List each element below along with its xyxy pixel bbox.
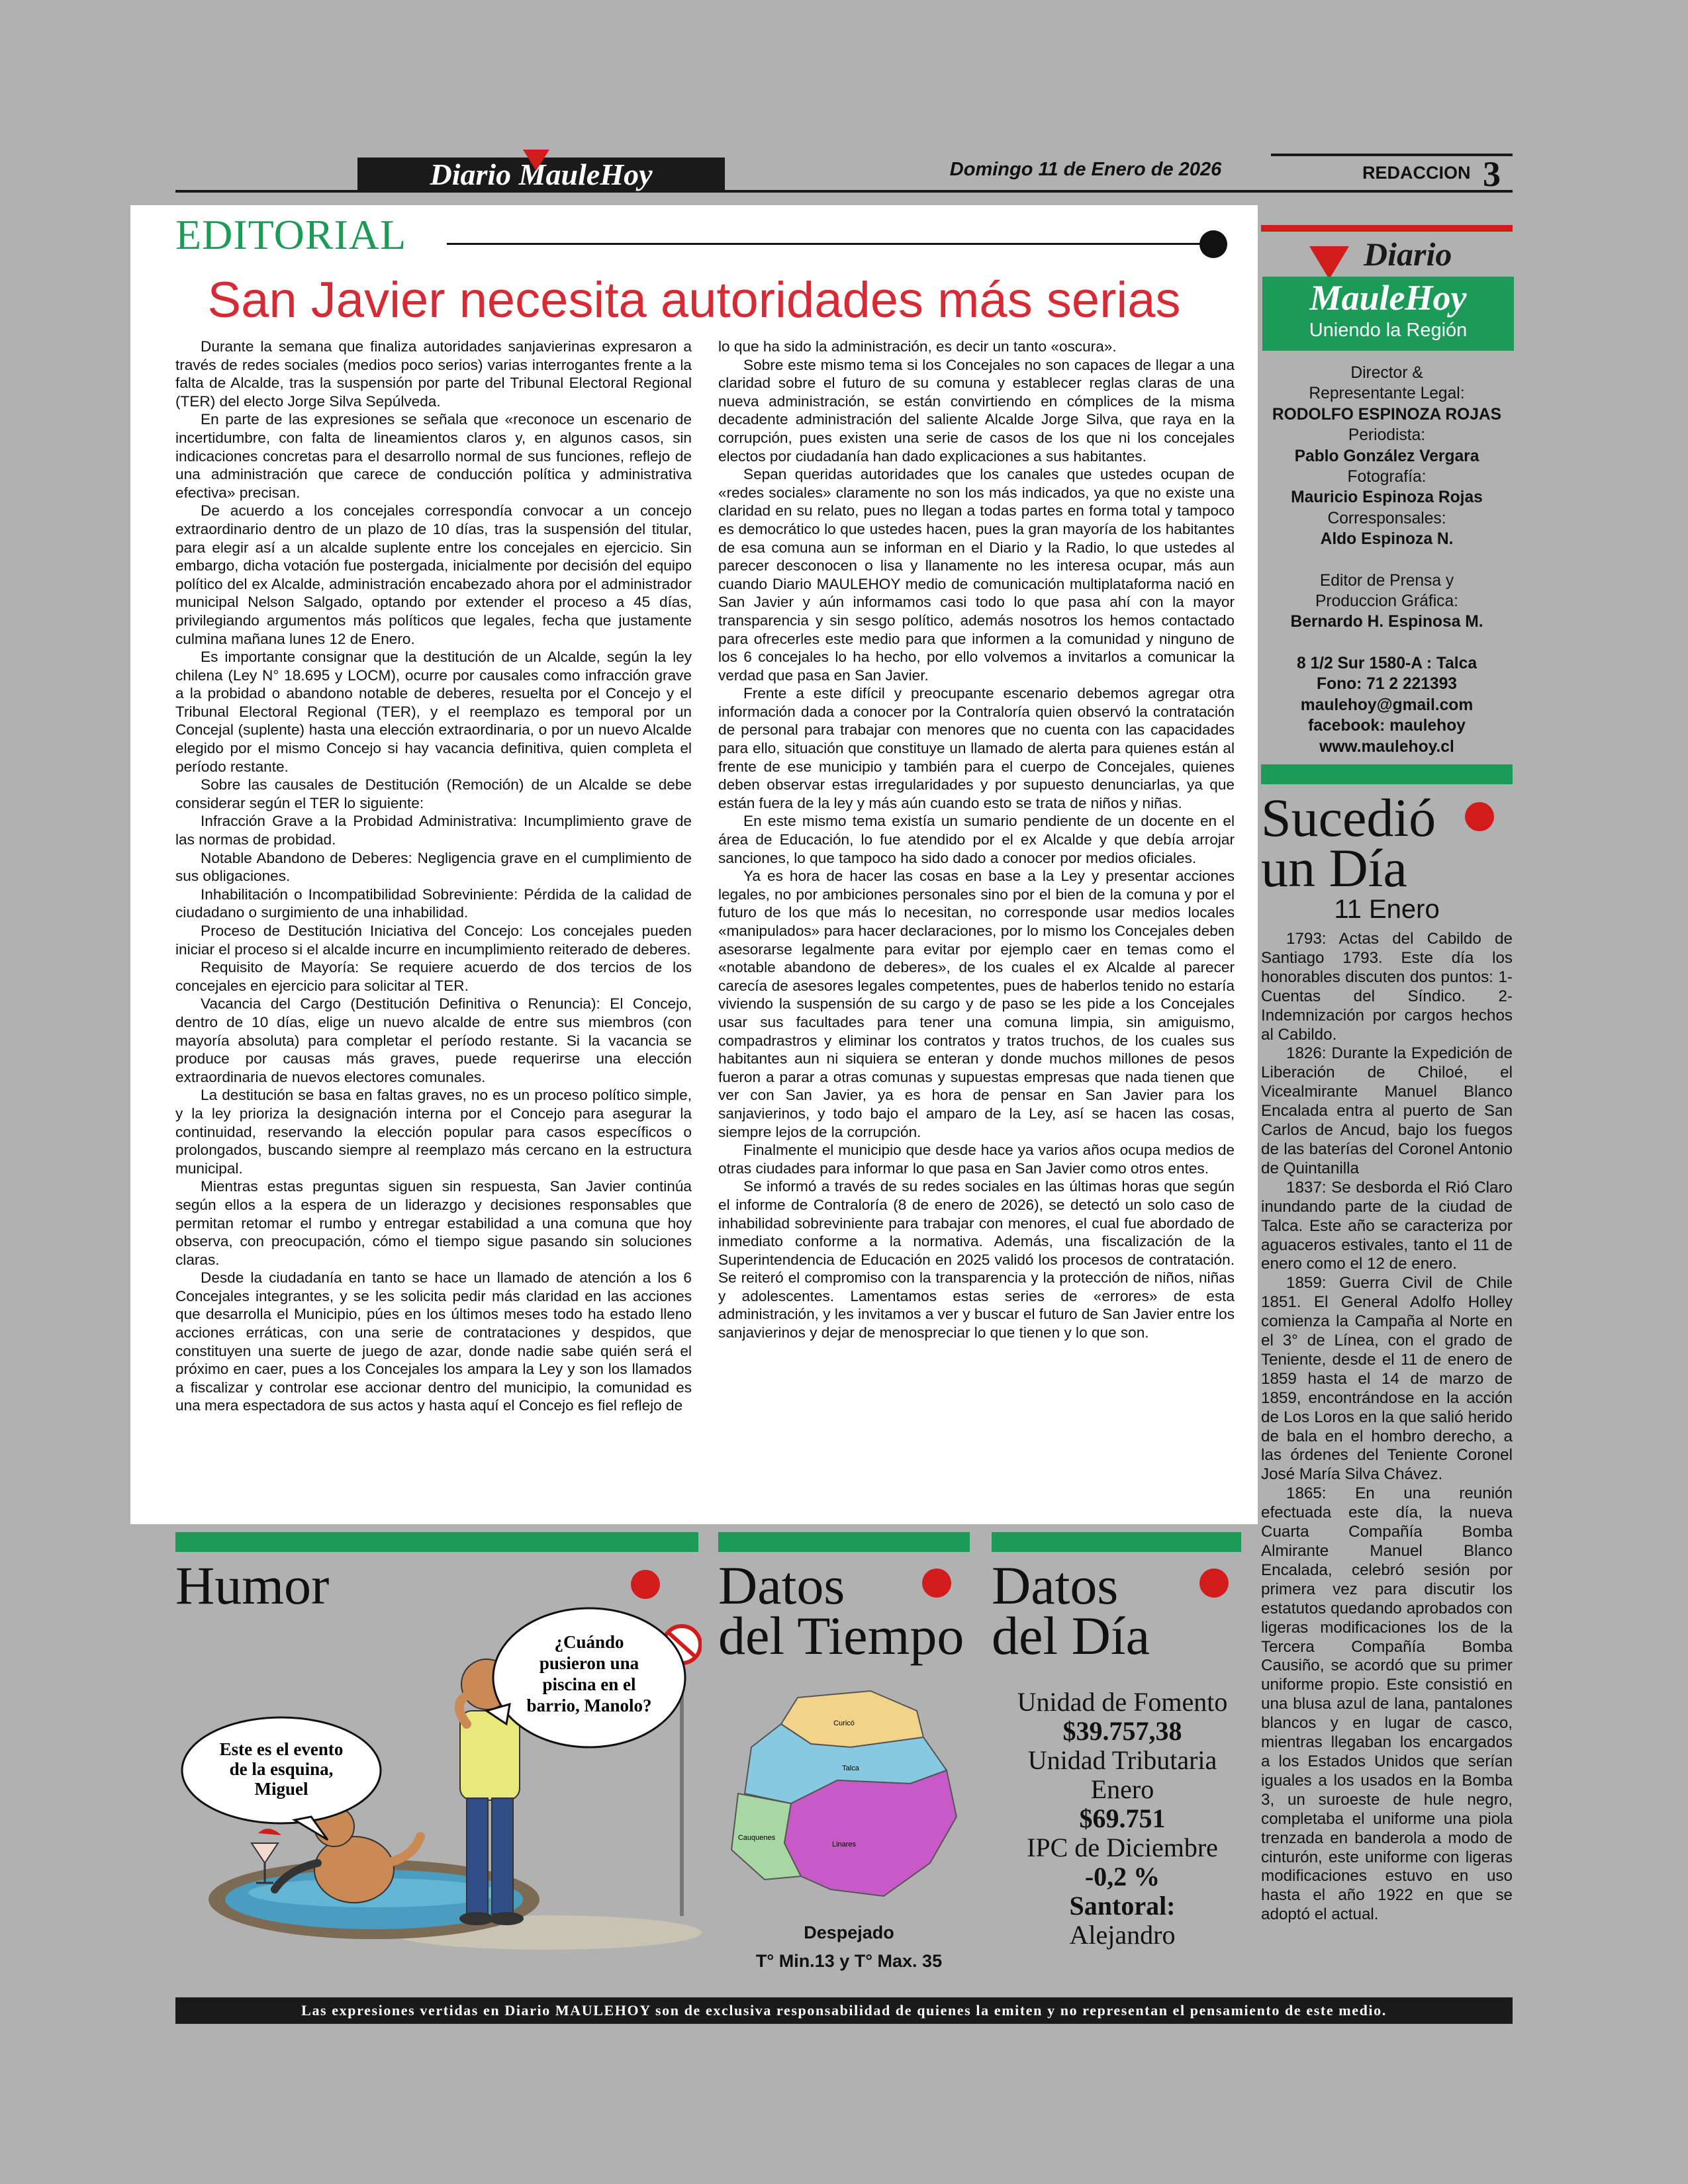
staff-credits [1261, 363, 1513, 757]
humor-bar [175, 1532, 698, 1552]
staff-line: Editor de Prensa y [1319, 571, 1454, 590]
ipc-value: -0,2 % [1084, 1862, 1160, 1891]
paragraph: Es importante consignar que la destitución de un Alcalde, según la ley chilena (Ley N° 18.695 y LOCM), ocurre por causales como infracción grave a la probidad o abandono notable de deberes, resuelta por el Concejo y el Tribunal Electoral Regional (TER), y el reemplazo es temporal por un Concejal (suplente) hasta una elección extraordinaria, o por un nuevo Alcalde elegido por el mismo Concejo si hay vacancia definitiva, quien completa el período restante. [175, 649, 692, 775]
speech-left-line: Este es el evento [219, 1739, 344, 1759]
paragraph: Vacancia del Cargo (Destitución Definitiva o Renuncia): El Concejo, dentro de 10 días, elige un nuevo alcalde de entre sus miembros (con mayoría absoluta) para completar el período restante. Si la vacancia se produce por causas más graves, puede requerirse una elección extraordinaria de nuevos electores comunales. [175, 995, 692, 1085]
speech-right-line: barrio, Manolo? [526, 1696, 652, 1715]
cocktail-icon [252, 1843, 278, 1863]
sucedio-date: 11 Enero [1334, 895, 1440, 924]
paragraph: Sepan queridas autoridades que los canales que ustedes ocupan de «redes sociales» claramente no son los más indicados, ya que no existe una claridad en su relato, pues no llegan a todas partes en forma total y tampoco es democrático lo que ustedes hacen, pues la gran mayoría de los habitantes de esa comuna aun se informan en el Diario y la Radio, lo que ustedes al parecer desconocen o lisa y llanamente no les interesa ocupar, más aun cuando Diario MAULEHOY medio de comunicación multiplataforma nació en San Javier y aún informamos casi todo lo que pasa ahí con la mayor transparencia y sin sesgo político, además nosotros los hemos contactado para ofrecerles este medio para que informen a la comunidad y ninguno de los 6 concejales lo ha hecho, por ello volvemos a invitarlos a comunicar la verdad que pasa en San Javier. [718, 466, 1235, 684]
map-label: Cauquenes [737, 1834, 776, 1842]
staff-line: Periodista: [1348, 426, 1426, 445]
speech-right-line: piscina en el [542, 1674, 636, 1694]
tiempo-bar [718, 1532, 970, 1552]
staff-line: RODOLFO ESPINOZA ROJAS [1272, 405, 1502, 424]
sucedio-title-line1: Sucedió [1261, 788, 1436, 848]
staff-line: Mauricio Espinoza Rojas [1291, 488, 1483, 507]
sucedio-bar [1261, 764, 1513, 784]
editorial-column-1 [175, 338, 692, 1415]
editorial-label: EDITORIAL [175, 211, 407, 258]
paragraph: lo que ha sido la administración, es decir un tanto «oscura». [718, 338, 1117, 355]
paragraph: Mientras estas preguntas siguen sin respuesta, San Javier continúa según ellos a la espera de un liderazgo y decisiones responsables que permitan retomar el rumbo y entregar estabilidad a una comuna que hoy observa, con preocupación, cómo el tiempo sigue pasando sin soluciones claras. [175, 1178, 692, 1268]
utm-month: Enero [1090, 1774, 1154, 1804]
editorial-column-2 [718, 338, 1235, 1342]
staff-line: 8 1/2 Sur 1580-A : Talca [1296, 654, 1477, 672]
datos-dia-title [992, 1555, 1150, 1666]
sucedio-entry: 1826: Durante la Expedición de Liberación de Chiloé, el Vicealmirante Manuel Blanco Encalada entra al puerto de San Carlos de Ancud, bajo los fuegos de las baterías del Coronel Antonio de Quintanilla [1261, 1044, 1513, 1177]
editorial-dot-icon [1199, 230, 1227, 258]
page-number: 3 [1483, 154, 1501, 194]
paragraph: Se informó a través de su redes sociales en las últimas horas que según el informe de Contraloría (8 de enero de 2026), se detectó un solo caso de inhabilidad sobreviniente para trabajar con menores, el cual fue abordado de inmediato conforme a la normativa. Además, una fiscalización de la Superintendencia de Educación en 2025 validó los procesos de contratación. Se reiteró el compromiso con la transparencia y la protección de niños, niñas y adolescentes. Lamentamos estas series de «errores» de esta administración, y les invitamos a ver y buscar el futuro de San Javier entre los sanjavierinos y dejar de menospreciar lo que tienen y lo que son. [718, 1178, 1235, 1342]
tiempo-title-line1: Datos [718, 1555, 845, 1615]
map-label: Linares [831, 1841, 857, 1848]
brand-name: MauleHoy [1309, 278, 1467, 318]
paragraph: En parte de las expresiones se señala que «reconoce un escenario de incertidumbre, con falta de lineamientos claros y, en algunos casos, sin indicaciones concretas para el desarrollo normal de sus funciones, reflejo de una administración que carece de conducción política y administrativa efectiva» precisan. [175, 411, 692, 501]
tiempo-title-line2: del Tiempo [718, 1606, 964, 1666]
staff-spacer [1261, 550, 1513, 570]
brand-flag-icon [1309, 246, 1349, 279]
sucedio-title-line2: un Día [1261, 838, 1407, 898]
staff-line: Corresponsales: [1327, 509, 1446, 527]
datos-dia-bar [992, 1532, 1241, 1552]
paragraph: En este mismo tema existía un sumario pendiente de un docente en el área de Educación, lo fue atendido por el ex Alcalde y que debía arrojar sanciones, lo que tampoco ha sido dado a conocer por medios oficiales. [718, 813, 1235, 866]
sucedio-entry: 1859: Guerra Civil de Chile 1851. El General Adolfo Holley comienza la Campaña al Norte en el 3° de Línea, con el grado de Teniente, desde el 11 de enero de 1859 hasta el 14 de marzo de 1859, encontrándose en la acción de Los Loros en la que salió herido de bala en el hombro derecho, a las órdenes del Teniente Coronel José María Silva Chávez. [1261, 1274, 1513, 1484]
editorial-title: San Javier necesita autoridades más serias [207, 272, 1181, 328]
sucedio-dot-icon [1465, 802, 1494, 831]
swimmer-body [314, 1837, 394, 1903]
speech-left-line: Miguel [254, 1779, 308, 1799]
datos-dia-title-line1: Datos [992, 1555, 1119, 1615]
map-label: Curicó [833, 1719, 855, 1727]
speech-left-line: de la esquina, [229, 1759, 334, 1779]
paragraph: De acuerdo a los concejales correspondía convocar a un concejo extraordinario dentro de un plazo de 10 días, tras la suspensión del titular, para elegir así a un alcalde suplente entre los concejales en ejercicio. Sin embargo, dicha votación fue postergada, inicialmente por decisión del equipo político del ex Alcalde, administración encabezado ahora por el administrador municipal Nelson Salgado, optando por extender el proceso a 45 días, privilegiando argumentos más políticos que legales, fecha que justamente culmina mañana lunes 12 de Enero. [175, 502, 692, 647]
brand-diario: Diario [1364, 236, 1452, 273]
staff-line: www.maulehoy.cl [1319, 737, 1454, 756]
footer-disclaimer: Las expresiones vertidas en Diario MAULEHOY son de exclusiva responsabilidad de quienes la emiten y no representan el pensamiento de este medio. [175, 1997, 1513, 2024]
paragraph: Durante la semana que finaliza autoridades sanjavierinas expresaron a través de redes sociales (medios poco serios) varias interrogantes frente a la falta de Alcalde, tras la suspensión por parte del Tribunal Electoral Regional (TER) del electo Jorge Silva Sepúlveda. [175, 338, 692, 410]
santoral-label: Santoral: [1069, 1891, 1176, 1921]
sucedio-title [1261, 788, 1436, 898]
uf-label: Unidad de Fomento [1017, 1687, 1228, 1717]
sucedio-entry: 1865: En una reunión efectuada este día, la nueva Cuarta Compañía Bomba Almirante Manuel Blanco Encalada, celebró sesión por primera vez para discutir los estatutos quedando aprobados con ligeras modificaciones los de la Tercera Compañía Bomba Causiño, se acordó que su primer uniforme propio. Este consistió en una blusa azul de lana, pantalones blancos y en lugar de casco, mientras llegaban los encargados a los Estados Unidos que serían iguales a los usados en la Bomba 3, un suroeste de hule negro, completaba el uniforme una piola trenzada en banderola a modo de cinturón, este uniforme con ligeras modificaciones estuvo en uso hasta el año 1922 en que se adoptó el actual. [1261, 1484, 1513, 1924]
paragraph: Ya es hora de hacer las cosas en base a la Ley y presentar acciones legales, no por ambiciones personales sino por el bien de la comuna y por el futuro de los que más lo necesitan, no corresponde usar medios locales «manipulados» para hacer declaraciones, por lo mismo los Concejales deben asesorarse legalmente para evitar por ejemplo caer en temas como el «notable abandono de deberes», de los cuales el ex Alcalde al parecer carecía de asesores legales competentes, pues de haberlos tenido no estaría viviendo la suspensión de su cargo y de paso se les pide a los Concejales usar sus facultades para tener una comuna limpia, sin amiguismo, compadrastros y eliminar los contratos y tratos truchos, de los cuales sus habitantes aun ni siquiera se enteran y donde muchos millones de pesos fueron a parar a otras comunas y supuestas empresas que nada tienen que ver con San Javier, ya es hora de pensar en San Javier para los sanjavierinos, y todo bajo el amparo de la Ley, así se hacen las cosas, siempre lejos de la corrupción. [718, 868, 1235, 1140]
staff-line: Aldo Espinoza N. [1320, 530, 1454, 549]
issue-date: Domingo 11 de Enero de 2026 [949, 159, 1222, 180]
masthead-flag-icon [523, 150, 549, 171]
santoral-value: Alejandro [1069, 1920, 1176, 1950]
paragraph: Sobre las causales de Destitución (Remoción) de un Alcalde se debe considerar según el TER lo siguiente: [175, 776, 692, 811]
staff-line: Fotografía: [1347, 468, 1427, 486]
masthead: Diario MauleHoy [357, 158, 725, 191]
datos-dia-title-line2: del Día [992, 1606, 1150, 1666]
paragraph: Notable Abandono de Deberes: Negligencia grave en el cumplimiento de sus obligaciones. [175, 849, 692, 885]
staff-line: Bernardo H. Espinosa M. [1290, 613, 1483, 631]
weather-temperatures: T° Min.13 y T° Max. 35 [755, 1951, 943, 1971]
datos-dia-dot-icon [1199, 1569, 1229, 1598]
weather-map [718, 1684, 970, 1909]
speech-right-line: ¿Cuándo [554, 1632, 624, 1652]
editorial-rule [447, 243, 1219, 245]
paragraph: Finalmente el municipio que desde hace ya varios años ocupa medios de otras ciudades para informar lo que pasa en San Javier como otros entes. [718, 1142, 1235, 1177]
sucedio-entries [1261, 930, 1513, 1925]
sucedio-entry: 1793: Actas del Cabildo de Santiago 1793. Este día los honorables discuten dos puntos: 1- Cuentas del Síndico. 2- Indemnización por cargos hechos al Cabildo. [1261, 930, 1513, 1044]
humor-title: Humor [175, 1555, 330, 1615]
weather-condition: Despejado [804, 1923, 894, 1942]
speech-right-line: pusieron una [539, 1653, 639, 1673]
brand-banner [1262, 277, 1514, 351]
paragraph: Proceso de Destitución Iniciativa del Concejo: Los concejales pueden iniciar el proceso si el alcalde incurre en incumplimiento reiterado de deberes. [175, 923, 692, 958]
section-rule [1271, 154, 1513, 156]
paragraph: Sobre este mismo tema si los Concejales no son capaces de llegar a una claridad sobre el futuro de su comuna y establecer reglas claras de una nueva administración, se están convirtiendo en cómplices de la misma decadente administración del saliente Alcalde Jorge Silva, que raya en la corrupción, pues existen una serie de casos de los que ni los concejales electos por ciudadanía han dado explicaciones a sus habitantes. [718, 356, 1235, 465]
section-label: REDACCION [1362, 163, 1471, 183]
staff-box-red-bar [1261, 225, 1513, 232]
uf-value: $39.757,38 [1062, 1716, 1182, 1746]
paragraph: Inhabilitación o Incompatibilidad Sobreviniente: Pérdida de la calidad de ciudadano o surgimiento de una inhabilidad. [175, 886, 692, 921]
standing-man-leg [467, 1798, 488, 1914]
map-label: Talca [842, 1764, 859, 1772]
staff-line: Fono: 71 2 221393 [1317, 675, 1457, 694]
staff-line: Director & [1350, 364, 1423, 382]
paragraph: Infracción Grave a la Probidad Administrativa: Incumplimiento grave de las normas de probidad. [175, 813, 692, 848]
paragraph: La destitución se basa en faltas graves, no es un proceso político simple, y la ley prioriza la designación interna por el Concejo para asegurar la continuidad, reservando la elección popular para casos específicos o prolongados, buscando siempre al reemplazo más cercano en la estructura municipal. [175, 1087, 692, 1177]
staff-line: facebook: maulehoy [1308, 717, 1466, 735]
humor-cartoon [175, 1592, 702, 1952]
paragraph: Requisito de Mayoría: Se requiere acuerdo de dos tercios de los concejales en ejercicio para solicitar al TER. [175, 959, 692, 994]
utm-label: Unidad Tributaria [1027, 1745, 1217, 1775]
utm-value: $69.751 [1079, 1803, 1166, 1833]
datos-dia-values [992, 1688, 1253, 1950]
staff-line: Representante Legal: [1309, 385, 1465, 403]
ipc-label: IPC de Diciembre [1027, 1833, 1218, 1862]
staff-line: Pablo González Vergara [1294, 447, 1479, 465]
staff-line: Produccion Gráfica: [1315, 592, 1458, 611]
sucedio-entry: 1837: Se desborda el Rió Claro inundando parte de la ciudad de Talca. Este año se caracteriza por aguaceros estivales, tanto el 11 de enero como el 12 de enero. [1261, 1178, 1513, 1273]
paragraph: Frente a este difícil y preocupante escenario debemos agregar otra información dada a conocer por la Contraloría quien observó la contratación de personal para trabajar con menores que no cuenta con las capacidades para ello, situación que constituye un llamado de alerta para quienes están al frente de ese municipio y también para el cuerpo de Concejales, quienes deben observar estas irregularidades y por supuesto denunciarlas, ya que están fuera de la ley y más aún cuando esto se trata de niños y niñas. [718, 685, 1235, 811]
staff-line: maulehoy@gmail.com [1300, 696, 1474, 714]
brand-tagline: Uniendo la Región [1309, 320, 1468, 341]
paragraph: Desde la ciudadanía en tanto se hace un llamado de atención a los 6 Concejales integrantes, y se les solicita pedir más claridad en las acciones que desarrolla el Municipio, púes en los últimos meses todo ha estado lleno acciones erráticas, con una serie de contrataciones y despidos, que constituyen una suerte de juego de azar, donde nadie sabe quién será el próximo en caer, pues a los Concejales los ampara la Ley y son los llamados a fiscalizar y controlar ese accionar dentro del municipio, la comunidad es una mera espectadora de sus actos y hasta aquí el Concejo es fiel reflejo de [175, 1269, 692, 1414]
editorial-article [130, 205, 1258, 1524]
tiempo-dot-icon [922, 1569, 951, 1598]
staff-spacer [1261, 633, 1513, 653]
